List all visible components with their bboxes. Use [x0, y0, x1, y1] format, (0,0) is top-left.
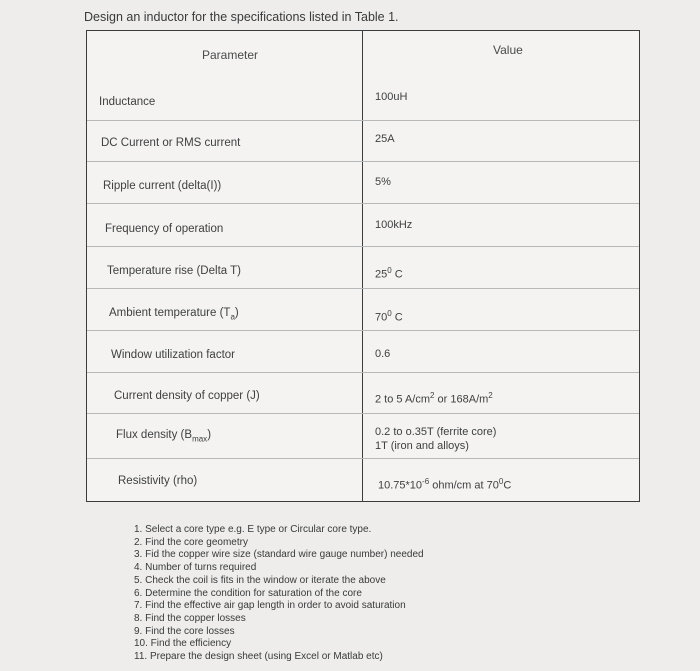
parameter-cell: Inductance: [99, 96, 156, 108]
value-cell: 100uH: [375, 91, 408, 103]
value-cell: 0.2 to o.35T (ferrite core) 1T (iron and alloys): [375, 426, 497, 452]
list-item: 2. Find the core geometry: [134, 536, 248, 548]
header-value: Value: [493, 43, 523, 57]
list-item: 1. Select a core type e.g. E type or Circular core type.: [134, 524, 372, 535]
parameter-cell: Temperature rise (Delta T): [107, 265, 241, 277]
value-cell: $25^0$ C: [375, 266, 403, 281]
parameter-cell: Ambient temperature $(T_a)$: [109, 307, 239, 322]
table-row: [87, 290, 639, 331]
table-row: [87, 332, 639, 373]
value-cell: 2 to 5 $A/cm^2$ or $168A/m^2$: [375, 391, 493, 406]
table-row: [87, 121, 639, 162]
value-cell: 25A: [375, 133, 395, 145]
parameter-cell: Ripple current (delta(I)): [103, 180, 222, 192]
parameter-cell: Frequency of operation: [105, 223, 224, 235]
parameter-cell: Current density of copper (J): [114, 390, 260, 402]
design-steps-list: [134, 524, 424, 664]
table-row: [87, 206, 639, 247]
list-item: 8. Find the copper losses: [134, 612, 246, 624]
list-item: 9. Find the core losses: [134, 625, 235, 637]
list-item: 7. Find the effective air gap length in order to avoid saturation: [134, 600, 406, 612]
value-cell: 100kHz: [375, 219, 413, 231]
value-cell: 5%: [375, 176, 391, 188]
parameter-cell: Window utilization factor: [111, 349, 235, 361]
parameter-cell: Resistivity (rho): [118, 475, 198, 487]
list-item: 10. Find the efficiency: [134, 638, 232, 650]
list-item: 4. Number of turns required: [134, 562, 257, 574]
value-cell: $70^0$ C: [375, 309, 403, 324]
value-cell: 0.6: [375, 348, 391, 360]
table-row: [87, 415, 639, 459]
problem-heading: Design an inductor for the specifications listed in Table 1.: [84, 10, 399, 24]
list-item: 6. Determine the condition for saturation of the core: [134, 587, 362, 599]
table-row: [87, 373, 639, 414]
table-row: [87, 248, 639, 289]
table-row: [87, 459, 639, 501]
list-item: 11. Prepare the design sheet (using Excel or Matlab etc): [134, 651, 383, 663]
parameter-cell: Flux density $(B_{max})$: [116, 429, 212, 444]
table-row: [87, 163, 639, 204]
specification-table: [86, 30, 640, 502]
list-item: 5. Check the coil is fits in the window or iterate the above: [134, 574, 386, 586]
list-item: 3. Fid the copper wire size (standard wire gauge number) needed: [134, 549, 424, 561]
parameter-cell: DC Current or RMS current: [101, 137, 241, 149]
header-parameter: Parameter: [202, 48, 259, 62]
value-cell: $10.75*10^{-6}$ ohm/cm at $70^0C$: [378, 477, 512, 492]
table-row: [87, 80, 639, 121]
